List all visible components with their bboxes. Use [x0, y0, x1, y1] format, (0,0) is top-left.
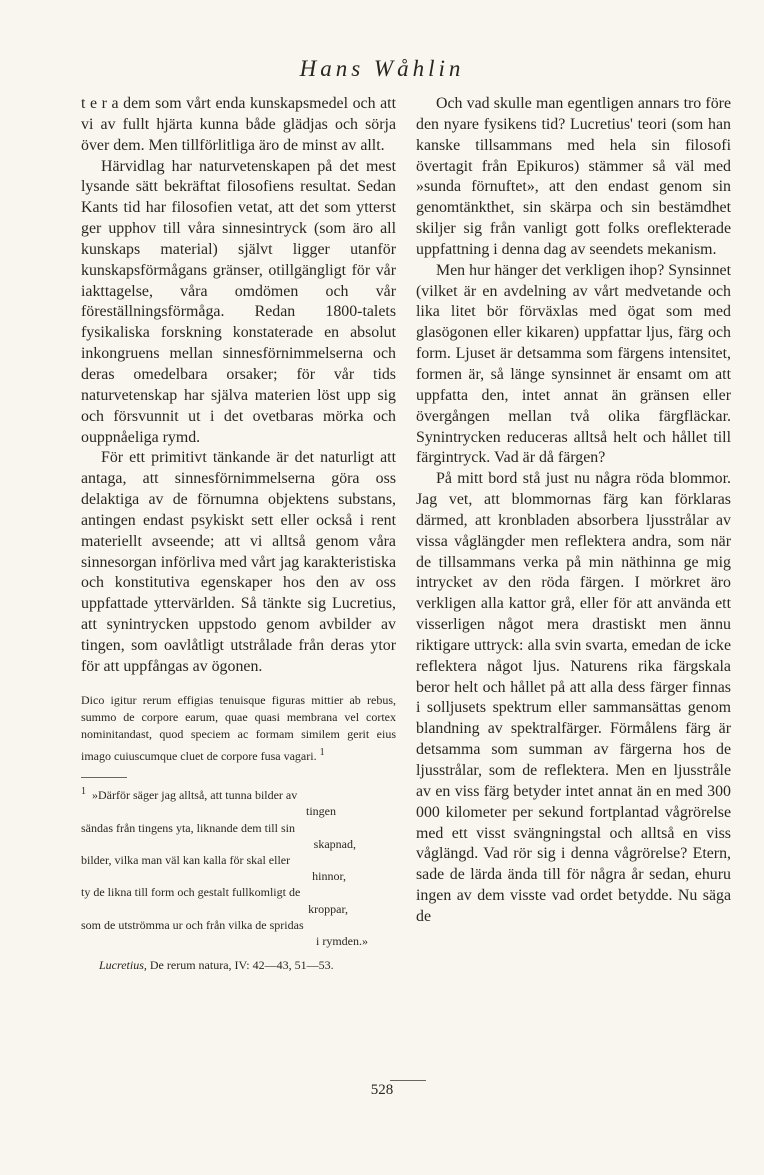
paragraph: För ett primitivt tänkande är det naturligt att antaga, att sinnesförnimmelserna göra oss delaktiga av de förnumna objektens substans, antingen endast psykiskt sett eller också i rent materiellt avseende; att vi alltså genom våra sinnesorgan införliva med vårt jag karakteristiska och konstitutiva egenskaper hos den av oss uppfattade yttervärlden. Så tänkte sig Lucretius, att synintrycken uppstodo genom avbilder av tingen, som oavlåtligt utstrålade från deras ytor för att uppfångas av ögonen.	[81, 449, 396, 675]
paragraph: Härvidlag har naturvetenskapen på det mest lysande sätt bekräftat filosofiens resultat. Sedan Kants tid har filosofien vetat, att det som ytterst ger upphov till våra sinnesintryck (som äro all kunskaps material) självt ligger utanför kunskapsförmågans gränser, otillgängligt för vår iakttagelse, våra omdömen och vår föreställningsförmåga. Redan 1800-talets fysikaliska forskning konstaterade en absolut inkongruens mellan sinnesförnimmelserna och deras omedelbara orsaker; för vår tids naturvetenskap har själva materien löst upp sig och försvunnit ut i det ovetbaras mörka och ouppnåeliga rymd.	[81, 157, 396, 446]
footnote-line-continuation: tingen	[306, 804, 336, 819]
footnote-marker: 1	[81, 786, 86, 798]
page-number: 528	[370, 1082, 394, 1098]
footnote-line: sändas från tingens yta, liknande dem till sin	[81, 820, 295, 835]
footnote-line: $^1$ »Därför säger jag alltså, att tunna bilder av	[81, 786, 298, 803]
footnote-line: ty de likna till form och gestalt fullkomligt de	[81, 885, 301, 900]
footnote-line-continuation: i rymden.»	[316, 934, 368, 949]
footnote-line: bilder, vilka man väl kan kalla för skal eller	[81, 853, 291, 868]
latin-quotation	[81, 692, 396, 766]
footnote	[81, 784, 396, 974]
quotation-text: Dico igitur rerum effigias tenuisque figuras mittier ab rebus, summo de corpore earum, quae quasi membrana vel cortex nominitandast, quod speciem ac formam similem gerit eius imago cuiuscumque cluet de corpore fusa vagari.	[81, 692, 396, 763]
footnote-divider	[81, 777, 127, 778]
paragraph: På mitt bord stå just nu några röda blommor. Jag vet, att blommornas färg kan förklaras därmed, att kronbladen absorbera ljusstrålar av vissa våglängder men reflektera andra, som när de tillsammans verka på min näthinna ge mig intrycket av den röda färgen. I mörkret äro verkligen alla kattor grå, eller för att använda ett visserligen något mera drastiskt men ännu riktigare uttryck: alla svin svarta, emedan de icke reflektera något ljus. Naturens rika färgskala beror helt och hållet på att alla dess färger finnas i solljusets spektrum eller sammansättas genom blandning av spektralfärger. Förmålens färg är detsamma som summan av färgerna hos de ljusstrålar, som de reflektera. Men en ljusstråle av en viss färg betyder intet annat än en med 300 000 kilometer per sekund fortplantad vågrörelse med ett visst svängningstal och alltså en viss våglängd. Vad rör sig i denna vågrörelse? Etern, sade de lärda ända till för några år sedan, ehuru ingen av dem visste vad ordet betydde. Nu säga de	[416, 470, 731, 925]
running-header: Hans Wåhlin	[299, 56, 465, 81]
footnote-line-continuation: hinnor,	[312, 869, 346, 884]
footnote-line: som de utströmma ur och från vilka de spridas	[81, 917, 304, 932]
page-number-rule	[390, 1080, 426, 1081]
footnote-line-continuation: kroppar,	[308, 901, 348, 916]
left-column	[81, 94, 396, 974]
footnote-reference: 1	[319, 746, 325, 758]
right-column	[416, 94, 731, 928]
footnote-citation: Lucretius, De rerum natura, IV: 42—43, 51—53.	[99, 958, 334, 973]
paragraph: t e r a dem som vårt enda kunskapsmedel och att vi av fullt hjärta kunna både glädjas och sörja över dem. Men tillförlitliga äro de minst av allt.	[81, 95, 396, 154]
paragraph: Och vad skulle man egentligen annars tro före den nyare fysikens tid? Lucretius' teori (som han kanske tillsammans med hela sin filosofi övertagit från Epikuros) stämmer så väl med »sunda förnuftet», att den endast genom sin genomtänkthet, sin skärpa och sin bestämdhet skiljer sig från vanligt gott folks oreflekterade uppfattning i denna dag av seendets mekanism.	[416, 95, 731, 258]
paragraph: Men hur hänger det verkligen ihop? Synsinnet (vilket är en avdelning av vårt medvetande och lika litet bör förväxlas med ögat som med glasögonen eller kikaren) uppfattar ljus, färg och form. Ljuset är detsamma som färgens intensitet, formen är, så länge synsinnet är ensamt om att uppfatta den, intet annat än gränsen eller övergången mellan två olika färgfläckar. Synintrycken reduceras alltså helt och hållet till färgintryck. Vad är då färgen?	[416, 261, 731, 467]
footnote-line-continuation: skapnad,	[313, 836, 356, 851]
